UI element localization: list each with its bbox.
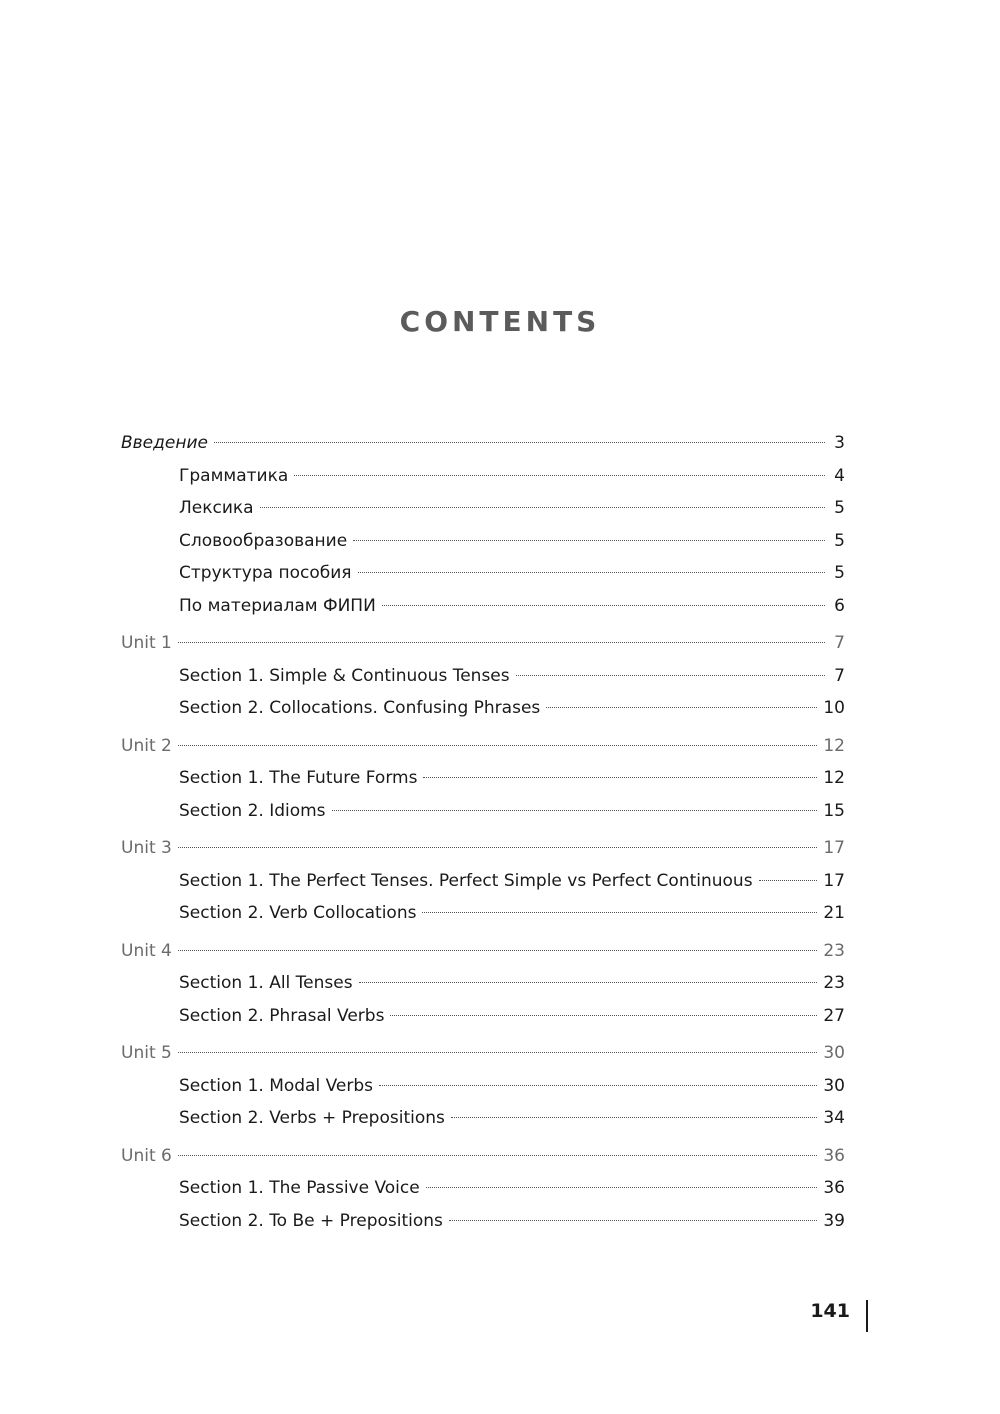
toc-entry-unit-2-section-2[interactable] <box>121 795 845 828</box>
toc-entry-label: Section 1. The Future Forms <box>179 768 418 788</box>
toc-entry-unit-3-section-2[interactable] <box>121 897 845 930</box>
toc-entry-unit-1-section-2[interactable] <box>121 692 845 725</box>
toc-entry-label: Section 1. All Tenses <box>179 973 353 993</box>
toc-entry-label: Грамматика <box>179 465 289 486</box>
toc-entry-label: Section 1. Simple & Continuous Tenses <box>179 665 510 686</box>
dot-leader <box>178 847 818 848</box>
toc-entry-page: 23 <box>823 940 845 961</box>
dot-leader <box>214 442 825 443</box>
toc-entry-page: 6 <box>834 595 845 616</box>
toc-entry-label: Section 2. Idioms <box>179 800 326 821</box>
toc-entry-unit-2[interactable] <box>121 730 845 763</box>
dot-leader <box>178 950 818 951</box>
toc-entry-label: Структура пособия <box>179 563 352 583</box>
toc-entry-label: Section 2. Verbs + Prepositions <box>179 1108 445 1128</box>
dot-leader <box>759 880 818 881</box>
page-title: CONTENTS <box>399 305 601 338</box>
toc-entry-page: 3 <box>834 433 845 453</box>
toc-entry-page: 39 <box>823 1210 845 1231</box>
toc-entry-unit-6-section-1[interactable] <box>121 1172 845 1205</box>
toc-entry-unit-4-section-2[interactable] <box>121 1000 845 1033</box>
toc-entry-grammar[interactable] <box>121 460 845 493</box>
dot-leader <box>178 642 825 643</box>
toc-entry-unit-1[interactable] <box>121 627 845 660</box>
toc-entry-unit-1-section-1[interactable] <box>121 660 845 693</box>
toc-entry-page: 12 <box>823 768 845 788</box>
toc-entry-label: Section 2. To Be + Prepositions <box>179 1210 443 1231</box>
toc-entry-label: Section 2. Collocations. Confusing Phrases <box>179 698 541 718</box>
toc-entry-unit-3[interactable] <box>121 832 845 865</box>
toc-entry-unit-5-section-2[interactable] <box>121 1102 845 1135</box>
dot-leader <box>382 605 825 606</box>
toc-entry-label: Введение <box>121 433 208 453</box>
toc-entry-page: 7 <box>834 665 845 686</box>
dot-leader <box>178 745 818 746</box>
table-of-contents <box>121 427 845 1237</box>
toc-entry-label: Unit 5 <box>121 1043 172 1063</box>
toc-entry-unit-4[interactable] <box>121 935 845 968</box>
toc-entry-unit-6[interactable] <box>121 1140 845 1173</box>
dot-leader <box>546 707 817 708</box>
dot-leader <box>294 475 825 476</box>
dot-leader <box>449 1220 817 1221</box>
toc-entry-fipi[interactable] <box>121 590 845 623</box>
toc-entry-page: 34 <box>823 1108 845 1128</box>
dot-leader <box>422 912 817 913</box>
toc-entry-page: 30 <box>823 1075 845 1096</box>
toc-entry-page: 23 <box>823 973 845 993</box>
toc-entry-label: Section 2. Phrasal Verbs <box>179 1005 385 1026</box>
toc-entry-page: 12 <box>823 735 845 756</box>
dot-leader <box>426 1187 818 1188</box>
toc-entry-unit-5[interactable] <box>121 1037 845 1070</box>
toc-entry-label: Unit 1 <box>121 633 172 653</box>
toc-entry-word-formation[interactable] <box>121 525 845 558</box>
toc-entry-introduction[interactable] <box>121 427 845 460</box>
toc-entry-label: По материалам ФИПИ <box>179 595 376 616</box>
toc-entry-page: 30 <box>823 1043 845 1063</box>
toc-entry-label: Section 1. Modal Verbs <box>179 1075 373 1096</box>
dot-leader <box>359 982 818 983</box>
toc-entry-vocabulary[interactable] <box>121 492 845 525</box>
toc-entry-structure[interactable] <box>121 557 845 590</box>
dot-leader <box>358 572 826 573</box>
toc-entry-page: 21 <box>823 903 845 923</box>
toc-entry-label: Unit 2 <box>121 735 172 756</box>
toc-entry-page: 4 <box>834 465 845 486</box>
toc-entry-page: 36 <box>823 1145 845 1166</box>
toc-entry-label: Словообразование <box>179 530 348 551</box>
dot-leader <box>178 1155 818 1156</box>
toc-entry-label: Section 1. The Perfect Tenses. Perfect Simple vs Perfect Continuous <box>179 870 753 891</box>
toc-entry-label: Лексика <box>179 498 254 518</box>
toc-entry-unit-2-section-1[interactable] <box>121 762 845 795</box>
dot-leader <box>516 675 825 676</box>
toc-entry-page: 17 <box>823 870 845 891</box>
toc-entry-unit-6-section-2[interactable] <box>121 1205 845 1238</box>
toc-entry-page: 17 <box>823 838 845 858</box>
toc-entry-page: 27 <box>823 1005 845 1026</box>
toc-entry-label: Unit 6 <box>121 1145 172 1166</box>
toc-entry-page: 36 <box>823 1178 845 1198</box>
toc-entry-label: Unit 3 <box>121 838 172 858</box>
dot-leader <box>451 1117 817 1118</box>
toc-entry-page: 5 <box>834 530 845 551</box>
toc-entry-page: 15 <box>823 800 845 821</box>
toc-entry-page: 10 <box>823 698 845 718</box>
toc-entry-page: 5 <box>834 563 845 583</box>
page-number-rule <box>866 1300 868 1332</box>
dot-leader <box>178 1052 818 1053</box>
dot-leader <box>332 810 818 811</box>
dot-leader <box>260 507 825 508</box>
toc-entry-page: 7 <box>834 633 845 653</box>
toc-entry-label: Section 2. Verb Collocations <box>179 903 417 923</box>
dot-leader <box>423 777 817 778</box>
dot-leader <box>390 1015 817 1016</box>
toc-entry-unit-3-section-1[interactable] <box>121 865 845 898</box>
page-number: 141 <box>810 1300 850 1322</box>
dot-leader <box>379 1085 817 1086</box>
toc-entry-label: Unit 4 <box>121 940 172 961</box>
dot-leader <box>353 540 825 541</box>
toc-entry-page: 5 <box>834 498 845 518</box>
toc-entry-unit-4-section-1[interactable] <box>121 967 845 1000</box>
toc-entry-label: Section 1. The Passive Voice <box>179 1178 420 1198</box>
toc-entry-unit-5-section-1[interactable] <box>121 1070 845 1103</box>
